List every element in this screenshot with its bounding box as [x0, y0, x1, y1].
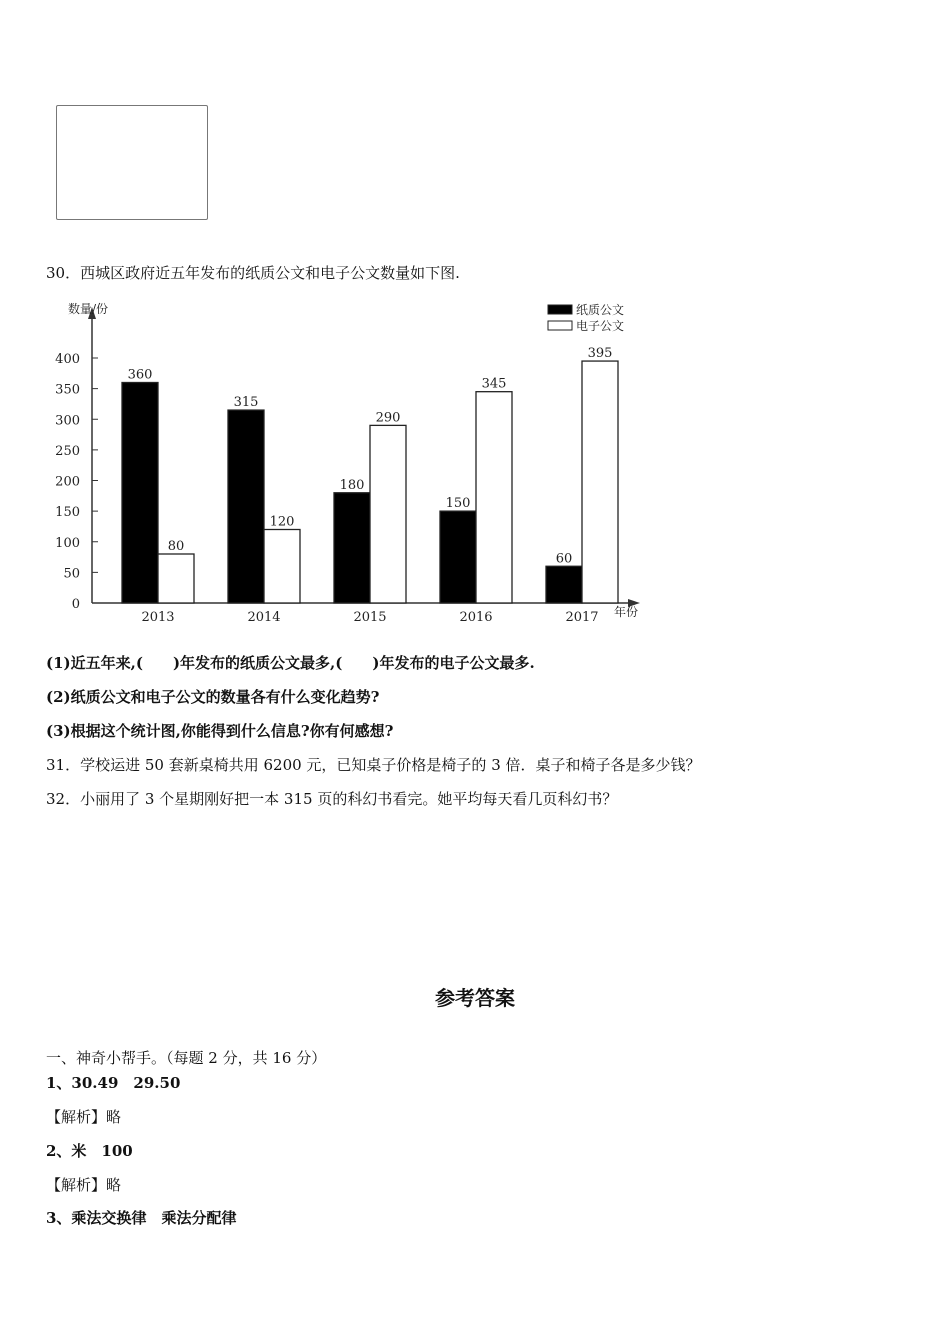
y-tick-label: 200: [55, 474, 80, 490]
bar: [546, 566, 582, 603]
legend-label: 纸质公文: [576, 303, 625, 317]
bar: [122, 383, 158, 604]
data-label: 345: [481, 376, 507, 392]
x-tick-label: 2017: [565, 610, 599, 625]
analysis-1: 【解析】略: [46, 1108, 122, 1126]
y-axis-label: 数量/份: [68, 302, 109, 316]
data-label: 360: [127, 367, 153, 383]
y-tick-label: 100: [55, 535, 80, 551]
bar: [440, 511, 476, 603]
x-tick-label: 2013: [141, 610, 175, 625]
data-label: 290: [375, 410, 401, 426]
answer-1: 1、30.49 29.50: [46, 1074, 181, 1092]
y-tick-label: 150: [55, 505, 80, 521]
sub-question-1: (1)近五年来,( )年发布的纸质公文最多,( )年发布的电子公文最多.: [46, 654, 535, 672]
y-tick-label: 0: [71, 597, 80, 612]
data-label: 315: [233, 395, 259, 411]
y-tick-label: 250: [55, 443, 80, 459]
bar: [582, 361, 618, 603]
x-axis-label: 年份: [614, 605, 639, 619]
legend-swatch: [548, 321, 572, 330]
y-tick-label: 400: [55, 352, 80, 367]
y-tick-label: 300: [55, 413, 80, 429]
answers-title: 参考答案: [435, 986, 515, 1010]
sub-question-3: (3)根据这个统计图,你能得到什么信息?你有何感想?: [46, 722, 394, 740]
answers-section-1: 一、神奇小帮手。（每题 2 分，共 16 分）: [46, 1049, 327, 1067]
answer-3: 3、乘法交换律 乘法分配律: [46, 1209, 237, 1227]
x-tick-label: 2015: [353, 610, 387, 625]
data-label: 180: [339, 477, 365, 493]
bar-chart: [40, 293, 660, 633]
question-31: 31．学校运进 50 套新桌椅共用 6200 元，已知桌子价格是椅子的 3 倍．桌子和椅子各是多少钱？: [46, 756, 701, 774]
x-tick-label: 2014: [247, 610, 281, 625]
answer-box: [56, 105, 208, 220]
legend-label: 电子公文: [576, 319, 625, 333]
data-label: 395: [587, 346, 613, 362]
sub-question-2: (2)纸质公文和电子公文的数量各有什么变化趋势?: [46, 688, 380, 706]
question-32: 32．小丽用了 3 个星期刚好把一本 315 页的科幻书看完。她平均每天看几页科幻书？: [46, 790, 618, 808]
legend-swatch: [548, 305, 572, 314]
bar: [370, 425, 406, 603]
question-30: 30．西城区政府近五年发布的纸质公文和电子公文数量如下图.: [46, 264, 460, 282]
data-label: 150: [445, 496, 471, 512]
x-tick-label: 2016: [459, 610, 493, 625]
data-label: 120: [269, 514, 295, 530]
bar: [228, 410, 264, 603]
bar: [476, 392, 512, 603]
answer-2: 2、米 100: [46, 1142, 133, 1160]
y-tick-label: 350: [55, 382, 80, 398]
y-tick-label: 50: [63, 566, 80, 582]
bar: [264, 530, 300, 604]
bar: [334, 493, 370, 603]
bar: [158, 554, 194, 603]
data-label: 80: [167, 539, 185, 554]
data-label: 60: [555, 551, 573, 567]
analysis-2: 【解析】略: [46, 1176, 122, 1194]
